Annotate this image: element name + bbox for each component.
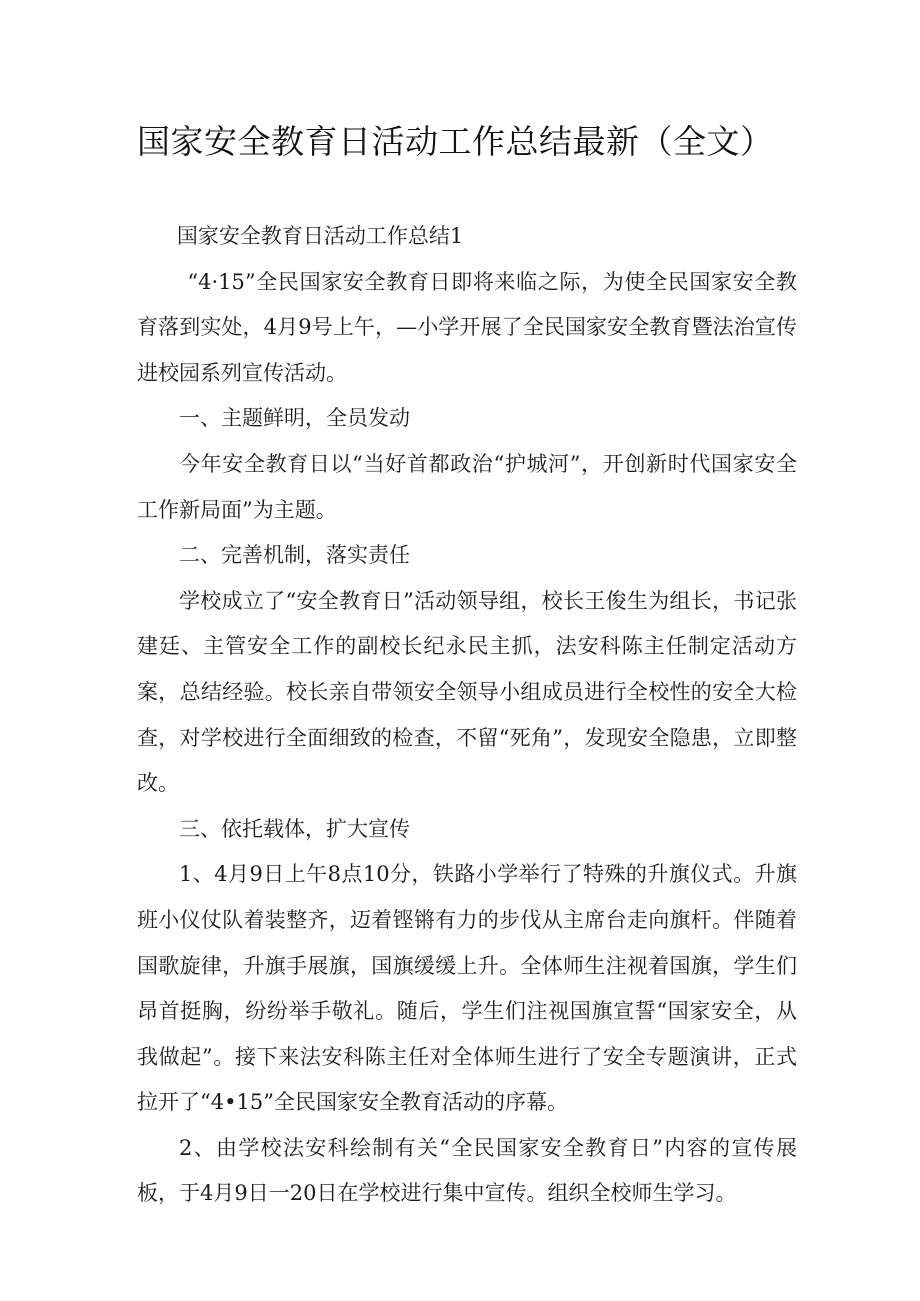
document-title: 国家安全教育日活动工作总结最新（全文） — [137, 122, 774, 161]
paragraph-flag-ceremony: 1、4月9日上午8点10分，铁路小学举行了特殊的升旗仪式。升旗班小仪仗队着装整齐，迈着铿锵有力的步伐从主席台走向旗杆。伴随着国歌旋律，升旗手展旗，国旗缓缓上升。全体师生注视着国旗，学生们昂首挺胸，纷纷举手敬礼。随后，学生们注视国旗宣誓“国家安全，从我做起”。接下来法安科陈主任对全体师生进行了安全专题演讲，正式拉开了“4•15”全民国家安全教育活动的序幕。 — [137, 862, 797, 1115]
paragraph-intro: “4·15”全民国家安全教育日即将来临之际，为使全民国家安全教育落到实处，4月9号上午，—小学开展了全民国家安全教育暨法治宣传进校园系列宣传活动。 — [137, 269, 797, 385]
section-heading-2: 二、完善机制，落实责任 — [179, 543, 410, 568]
section-heading-summary-1: 国家安全教育日活动工作总结1 — [176, 224, 464, 248]
paragraph-display-boards: 2、由学校法安科绘制有关“全民国家安全教育日”内容的宣传展板，于4月9日一20日在学校进行集中宣传。组织全校师生学习。 — [137, 1135, 797, 1206]
document-body — [137, 214, 797, 1217]
paragraph-mechanism: 学校成立了“安全教育日”活动领导组，校长王俊生为组长，书记张建廷、主管安全工作的副校长纪永民主抓，法安科陈主任制定活动方案，总结经验。校长亲自带领安全领导小组成员进行全校性的安全大检查，对学校进行全面细致的检查，不留“死角”，发现安全隐患，立即整改。 — [137, 588, 797, 796]
section-heading-3: 三、依托载体，扩大宣传 — [179, 816, 410, 841]
section-heading-1: 一、主题鲜明，全员发动 — [179, 406, 410, 431]
paragraph-theme: 今年安全教育日以“当好首都政治“护城河”，开创新时代国家安全工作新局面”为主题。 — [137, 451, 797, 522]
